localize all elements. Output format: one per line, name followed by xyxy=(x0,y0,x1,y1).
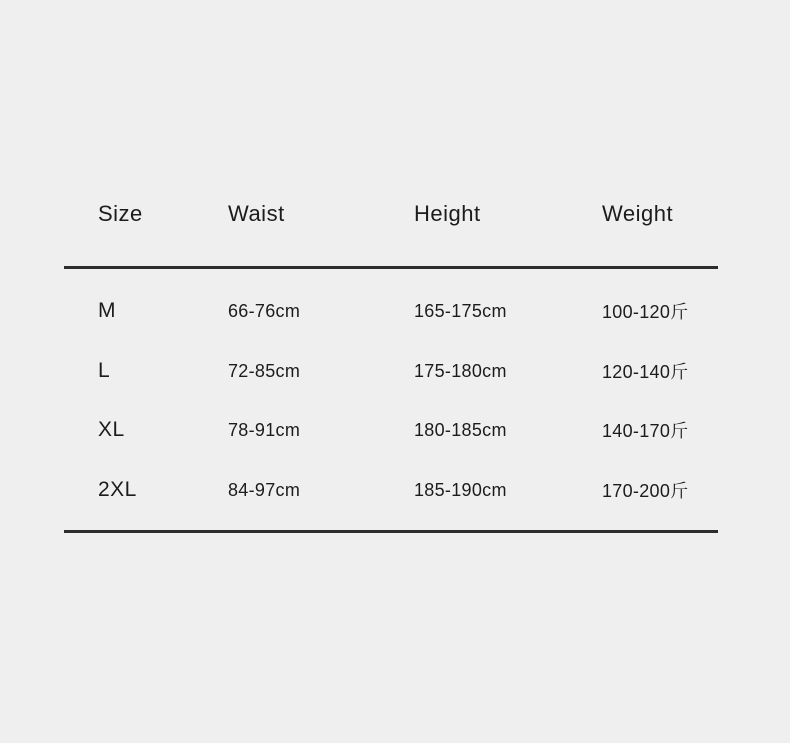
size-cell: 2XL xyxy=(98,478,137,501)
height-cell: 165-175cm xyxy=(414,300,507,321)
weight-cell: 120-140斤 xyxy=(602,362,689,382)
size-cell: XL xyxy=(98,418,125,441)
height-cell: 185-190cm xyxy=(414,479,507,500)
table-row-2xl xyxy=(0,476,790,504)
waist-cell: 78-91cm xyxy=(228,419,301,440)
table-row-m xyxy=(0,297,790,325)
column-header-height: Height xyxy=(414,201,481,226)
weight-cell: 170-200斤 xyxy=(602,481,689,501)
size-cell: M xyxy=(98,299,116,322)
weight-cell: 140-170斤 xyxy=(602,421,689,441)
column-header-size: Size xyxy=(98,201,143,226)
weight-cell: 100-120斤 xyxy=(602,302,689,322)
bottom-divider-line xyxy=(64,530,718,533)
size-chart-header-row xyxy=(0,200,790,228)
table-row-xl xyxy=(0,416,790,444)
size-cell: L xyxy=(98,359,111,382)
column-header-weight: Weight xyxy=(602,201,674,226)
top-divider-line xyxy=(64,266,718,269)
height-cell: 180-185cm xyxy=(414,419,507,440)
waist-cell: 84-97cm xyxy=(228,479,301,500)
table-row-l xyxy=(0,357,790,385)
height-cell: 175-180cm xyxy=(414,360,507,381)
column-header-waist: Waist xyxy=(228,201,285,226)
waist-cell: 72-85cm xyxy=(228,360,301,381)
waist-cell: 66-76cm xyxy=(228,300,301,321)
